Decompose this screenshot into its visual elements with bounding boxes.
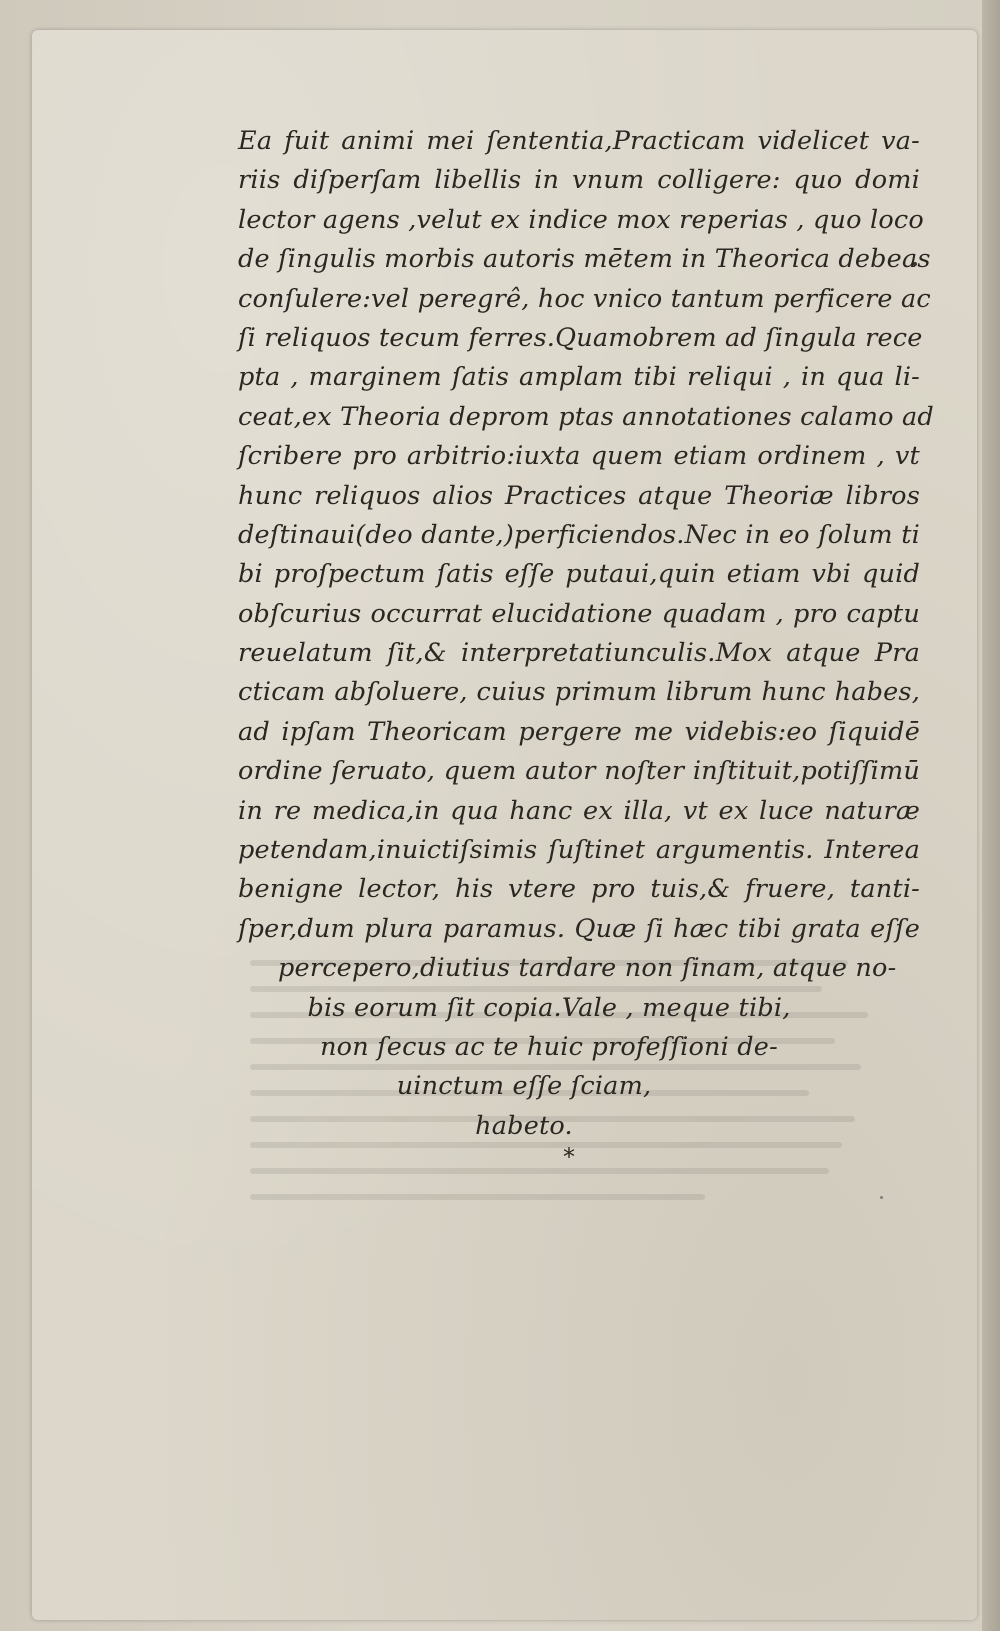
text-line: obſcurius occurrat elucidatione quadam , pro captu	[238, 598, 920, 629]
text-line: riis diſperſam libellis in vnum colligere: quo domi	[238, 165, 920, 196]
closing-triangle	[238, 949, 920, 1146]
text-line: Ea fuit animi mei ſententia,Practicam videlicet va-	[238, 126, 920, 156]
text-line: lector agens ,velut ex indice mox reperias , quo loco	[238, 204, 924, 235]
text-line: de ſingulis morbis autoris mētem in Theorica debeas	[238, 244, 931, 275]
text-line: ſper,dum plura paramus. Quæ ſi hæc tibi grata eſſe	[238, 913, 920, 944]
text-line: bi proſpectum ſatis eſſe putaui,quin etiam vbi quid	[238, 559, 920, 590]
text-line: pta , marginem ſatis amplam tibi reliqui , in qua li-	[238, 362, 920, 393]
text-line: conſulere:vel peregrê, hoc vnico tantum perficere ac	[238, 283, 931, 314]
text-line: ceat,ex Theoria deprom ptas annotationes calamo ad	[238, 401, 934, 432]
text-line: ſcribere pro arbitrio:iuxta quem etiam ordinem , vt	[238, 441, 920, 472]
binding-edge	[982, 0, 1000, 1631]
text-line: petendam,inuictiſsimis ſuſtinet argumentis. Interea	[238, 835, 920, 866]
text-line: benigne lector, his vtere pro tuis,& fruere, tanti-	[238, 874, 920, 905]
text-line: ſi reliquos tecum ferres.Quamobrem ad ſingula rece	[238, 322, 923, 353]
text-line: ad ipſam Theoricam pergere me videbis:eo ſiquidē	[238, 716, 920, 747]
text-line: in re medica,in qua hanc ex illa, vt ex luce naturæ	[238, 795, 920, 826]
text-line: hunc reliquos alios Practices atque Theoriæ libros	[238, 480, 920, 511]
text-line: cticam abſoluere, cuius primum librum hunc habes,	[238, 677, 920, 708]
preface-text	[238, 122, 934, 1146]
closing-line: bis eorum ſit copia.Vale , meque tibi,	[307, 992, 791, 1023]
text-line: ordine ſeruato, quem autor noſter inſtituit,potiſſimū	[238, 756, 920, 787]
text-line: deſtinaui(deo dante,)perficiendos.Nec in eo ſolum ti	[238, 519, 920, 550]
closing-line: uinctum eſſe ſciam,	[396, 1071, 652, 1102]
closing-line: non ſecus ac te huic profeſſioni de-	[320, 1031, 778, 1062]
closing-line: percepero,diutius tardare non ſinam, atque no-	[278, 953, 897, 984]
closing-line: habeto.	[475, 1110, 573, 1141]
asterisk-ornament: *	[563, 1143, 575, 1171]
text-line: reuelatum ſit,& interpretatiunculis.Mox atque Pra	[238, 638, 920, 669]
ink-speck	[880, 1196, 883, 1199]
